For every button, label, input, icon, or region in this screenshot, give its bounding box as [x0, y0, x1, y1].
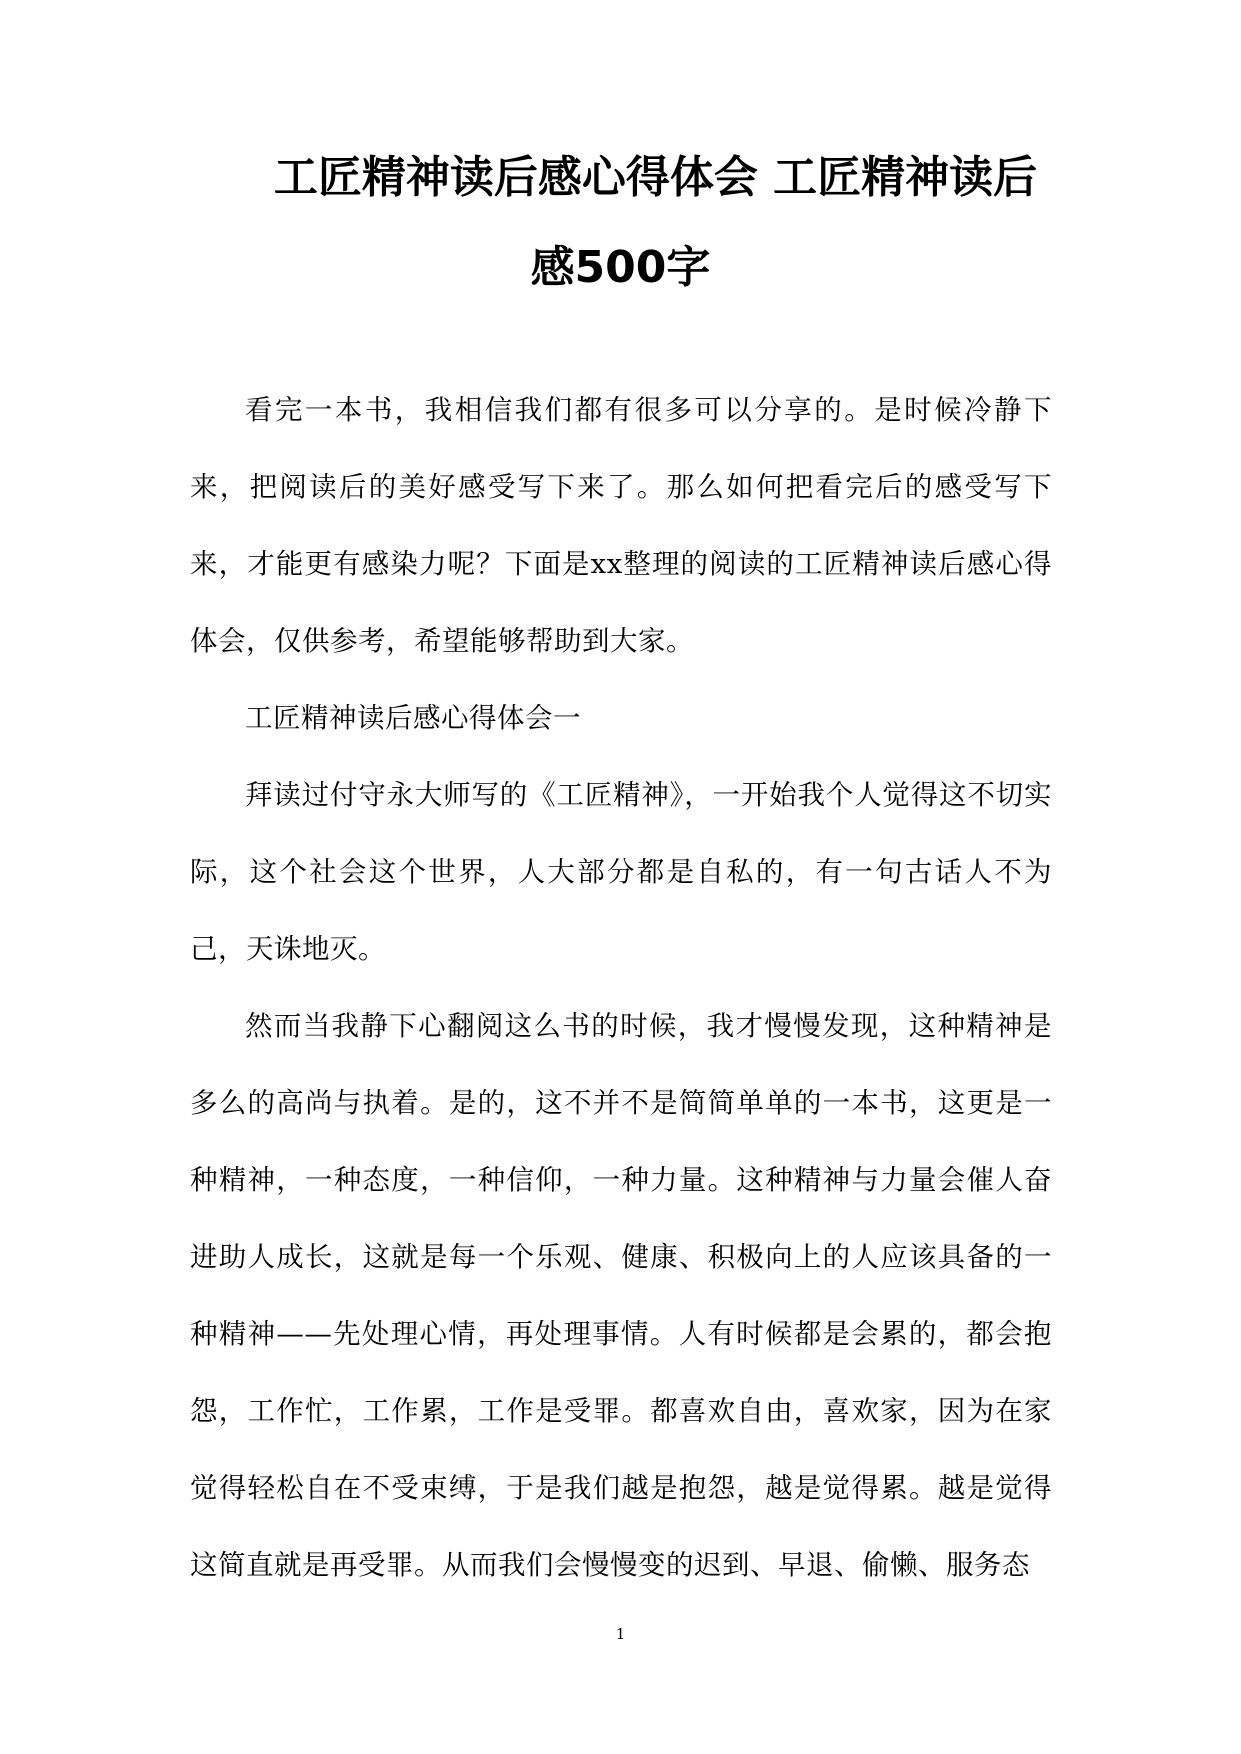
paragraph: 拜读过付守永大师写的《工匠精神》，一开始我个人觉得这不切实际，这个社会这个世界，人大部分都是自私的，有一句古话人不为己，天诛地灭。 [190, 779, 1052, 965]
section-heading: 工匠精神读后感心得体会一 [245, 702, 581, 734]
paragraph-intro: 看完一本书，我相信我们都有很多可以分享的。是时候冷静下来，把阅读后的美好感受写下来了。那么如何把看完后的感受写下来，才能更有感染力呢？下面是xx整理的阅读的工匠精神读后感心得体会，仅供参考，希望能够帮助到大家。 [190, 394, 1052, 657]
page-number: 1 [615, 1625, 626, 1643]
document-title-line-2: 感500字 [530, 242, 711, 293]
document-body [190, 372, 1052, 1604]
paragraph: 然而当我静下心翻阅这么书的时候，我才慢慢发现，这种精神是多么的高尚与执着。是的，这不并不是简简单单的一本书，这更是一种精神，一种态度，一种信仰，一种力量。这种精神与力量会催人奋进助人成长，这就是每一个乐观、健康、积极向上的人应该具备的一种精神——先处理心情，再处理事情。人有时候都是会累的，都会抱怨，工作忙，工作累，工作是受罪。都喜欢自由，喜欢家，因为在家觉得轻松自在不受束缚，于是我们越是抱怨，越是觉得累。越是觉得这简直就是再受罪。从而我们会慢慢变的迟到、早退、偷懒、服务态 [190, 1010, 1052, 1581]
document-title-line-1: 工匠精神读后感心得体会 工匠精神读后 [273, 152, 1038, 203]
